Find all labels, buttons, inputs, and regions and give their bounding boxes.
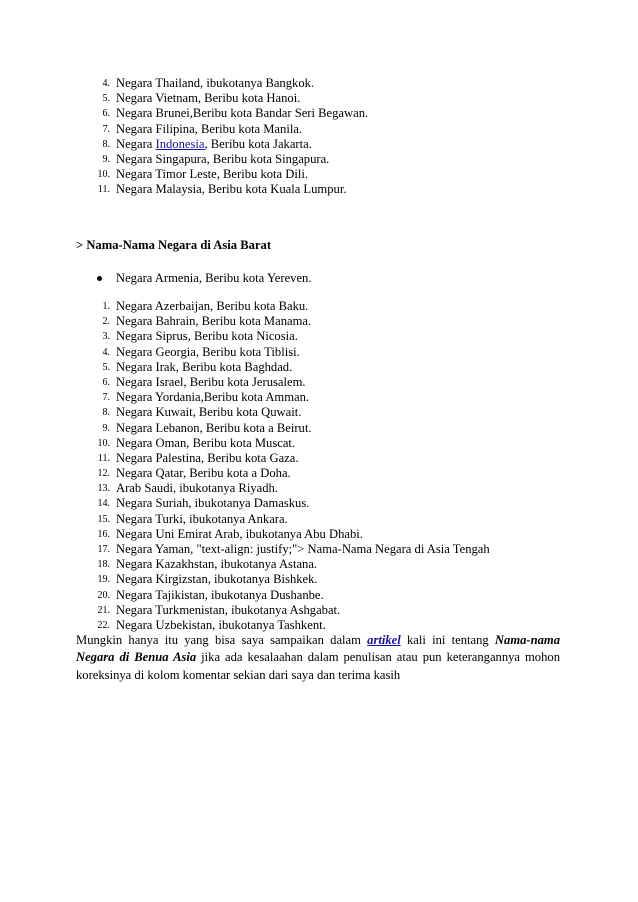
list-item-number: 19. (97, 574, 110, 586)
list-item-number: 9. (102, 153, 110, 165)
list-item-text: Negara Timor Leste, Beribu kota Dili. (116, 167, 309, 182)
list-item-text: Negara Suriah, ibukotanya Damaskus. (116, 496, 310, 511)
list-item-number: 13. (97, 483, 110, 495)
bullet-item-text: Negara Armenia, Beribu kota Yereven. (116, 271, 312, 285)
list-item-number: 16. (97, 528, 110, 540)
list-item-text: Negara Filipina, Beribu kota Manila. (116, 121, 303, 136)
list-item-number: 14. (97, 498, 110, 510)
country-link[interactable]: Indonesia (155, 136, 205, 151)
list-item-number: 8. (102, 407, 110, 419)
list-item-number: 11. (97, 184, 110, 196)
list-item-number: 22. (97, 619, 110, 631)
closing-emphasis-title: Nama-nama Negara di Benua Asia (76, 633, 560, 665)
list-item-text: Negara Siprus, Beribu kota Nicosia. (116, 329, 298, 344)
list-item-text: Negara Turki, ibukotanya Ankara. (116, 511, 288, 526)
list-item-number: 8. (102, 138, 110, 150)
section-heading-asia-barat: > Nama-Nama Negara di Asia Barat (76, 238, 272, 252)
list-item-number: 5. (102, 361, 110, 373)
list-item-text: Negara Palestina, Beribu kota Gaza. (116, 450, 299, 465)
list-item-number: 6. (102, 108, 110, 120)
list-item-text: Negara Israel, Beribu kota Jerusalem. (116, 374, 306, 389)
list-item-number: 21. (97, 604, 110, 616)
list-item-text: Negara Azerbaijan, Beribu kota Baku. (116, 299, 309, 313)
list-item-number: 3. (102, 331, 110, 343)
list-item-number: 10. (97, 437, 110, 449)
list-item-text: Arab Saudi, ibukotanya Riyadh. (116, 481, 278, 496)
closing-paragraph (76, 632, 560, 684)
list-item-text (116, 137, 312, 152)
list-item-number: 15. (97, 513, 110, 525)
artikel-link[interactable]: artikel (367, 633, 401, 647)
list-item-number: 10. (97, 169, 110, 181)
list-item-text: Negara Oman, Beribu kota Muscat. (116, 435, 296, 450)
list-item-text: Negara Yordania,Beribu kota Amman. (116, 390, 310, 405)
list-item-text: Negara Bahrain, Beribu kota Manama. (116, 314, 312, 329)
list-item-number: 5. (102, 93, 110, 105)
list-item-text: Negara Singapura, Beribu kota Singapura. (116, 151, 330, 166)
list-item-text: Negara Uzbekistan, ibukotanya Tashkent. (116, 617, 326, 632)
list-item-number: 18. (97, 559, 110, 571)
list-item-text: Negara Kazakhstan, ibukotanya Astana. (116, 557, 318, 572)
list-item-number: 1. (102, 301, 110, 312)
closing-text-3: jika ada kesalaahan dalam penulisan atau pun keterangannya mohon koreksinya di kolom komentar sekian dari saya dan terima kasih (76, 650, 560, 682)
bullet-list-item (76, 270, 556, 286)
list-item-number: 11. (97, 452, 110, 464)
list-item-number: 4. (102, 78, 110, 89)
list-item-text: Negara Lebanon, Beribu kota a Beirut. (116, 420, 312, 435)
list-item-number: 12. (97, 468, 110, 480)
list-item-number: 4. (102, 346, 110, 358)
closing-text-1: Mungkin hanya itu yang bisa saya sampaikan dalam (76, 633, 368, 647)
list-item-text: Negara Thailand, ibukotanya Bangkok. (116, 76, 315, 90)
list-item-text: Negara Irak, Beribu kota Baghdad. (116, 359, 293, 374)
list-item-text: Negara Yaman, "text-align: justify;"> Nama-Nama Negara di Asia Tengah (116, 542, 490, 556)
list-item-text: Negara Brunei,Beribu kota Bandar Seri Begawan. (116, 106, 369, 121)
bullet-dot-icon (97, 276, 102, 281)
list-item-text: Negara Uni Emirat Arab, ibukotanya Abu Dhabi. (116, 526, 363, 541)
list-item-text-suffix: , Beribu kota Jakarta. (204, 136, 312, 151)
list-item-text: Negara Georgia, Beribu kota Tiblisi. (116, 344, 300, 359)
list-item-text: Negara Qatar, Beribu kota a Doha. (116, 466, 291, 481)
list-item-number: 9. (102, 422, 110, 434)
list-item-number: 17. (97, 544, 110, 555)
list-item-number: 7. (102, 392, 110, 404)
list-item-text: Negara Tajikistan, ibukotanya Dushanbe. (116, 587, 324, 602)
list-item-text: Negara Kuwait, Beribu kota Quwait. (116, 405, 302, 420)
list-item-number: 7. (102, 123, 110, 135)
list-item-number: 20. (97, 589, 110, 601)
closing-text-2: kali ini tentang (400, 633, 495, 647)
list-item-number: 2. (102, 316, 110, 328)
list-item-text: Negara Vietnam, Beribu kota Hanoi. (116, 91, 301, 106)
list-item-text: Negara Turkmenistan, ibukotanya Ashgabat. (116, 602, 341, 617)
list-item-text: Negara Kirgizstan, ibukotanya Bishkek. (116, 572, 318, 587)
list-item-text: Negara Malaysia, Beribu kota Kuala Lumpur. (116, 182, 347, 197)
list-item-number: 6. (102, 376, 110, 388)
list-item-text-prefix: Negara (116, 136, 156, 151)
